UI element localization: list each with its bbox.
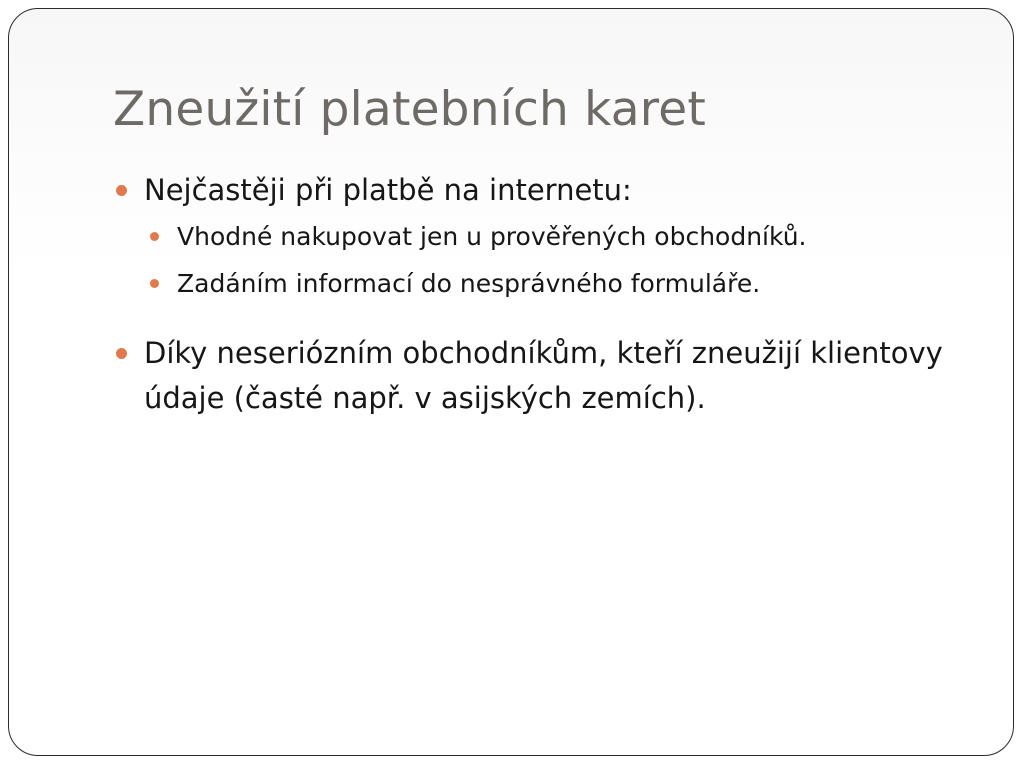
sub-bullet-item-2	[147, 260, 974, 307]
bullet-icon	[150, 279, 159, 288]
sub-bullet-text-1: Vhodné nakupovat jen u prověřených obchodníků.	[177, 222, 807, 251]
bullet-icon	[116, 348, 127, 359]
slide-title: Zneužití platebních karet	[113, 82, 706, 137]
bullet-icon	[116, 185, 127, 196]
bullet-item-2	[114, 331, 974, 421]
sub-bullet-list	[147, 213, 974, 307]
sub-bullet-text-2: Zadáním informací do nesprávného formuláře.	[177, 269, 761, 298]
bullet-list	[114, 168, 974, 421]
sub-bullet-item-1	[147, 213, 974, 260]
bullet-icon	[150, 232, 159, 241]
slide-content	[114, 168, 974, 421]
bullet-text-1: Nejčastěji při platbě na internetu:	[144, 173, 632, 207]
bullet-item-1	[114, 168, 974, 307]
bullet-text-2: Díky neseriózním obchodníkům, kteří zneužijí klientovy údaje (časté např. v asijských zemích).	[144, 336, 943, 415]
